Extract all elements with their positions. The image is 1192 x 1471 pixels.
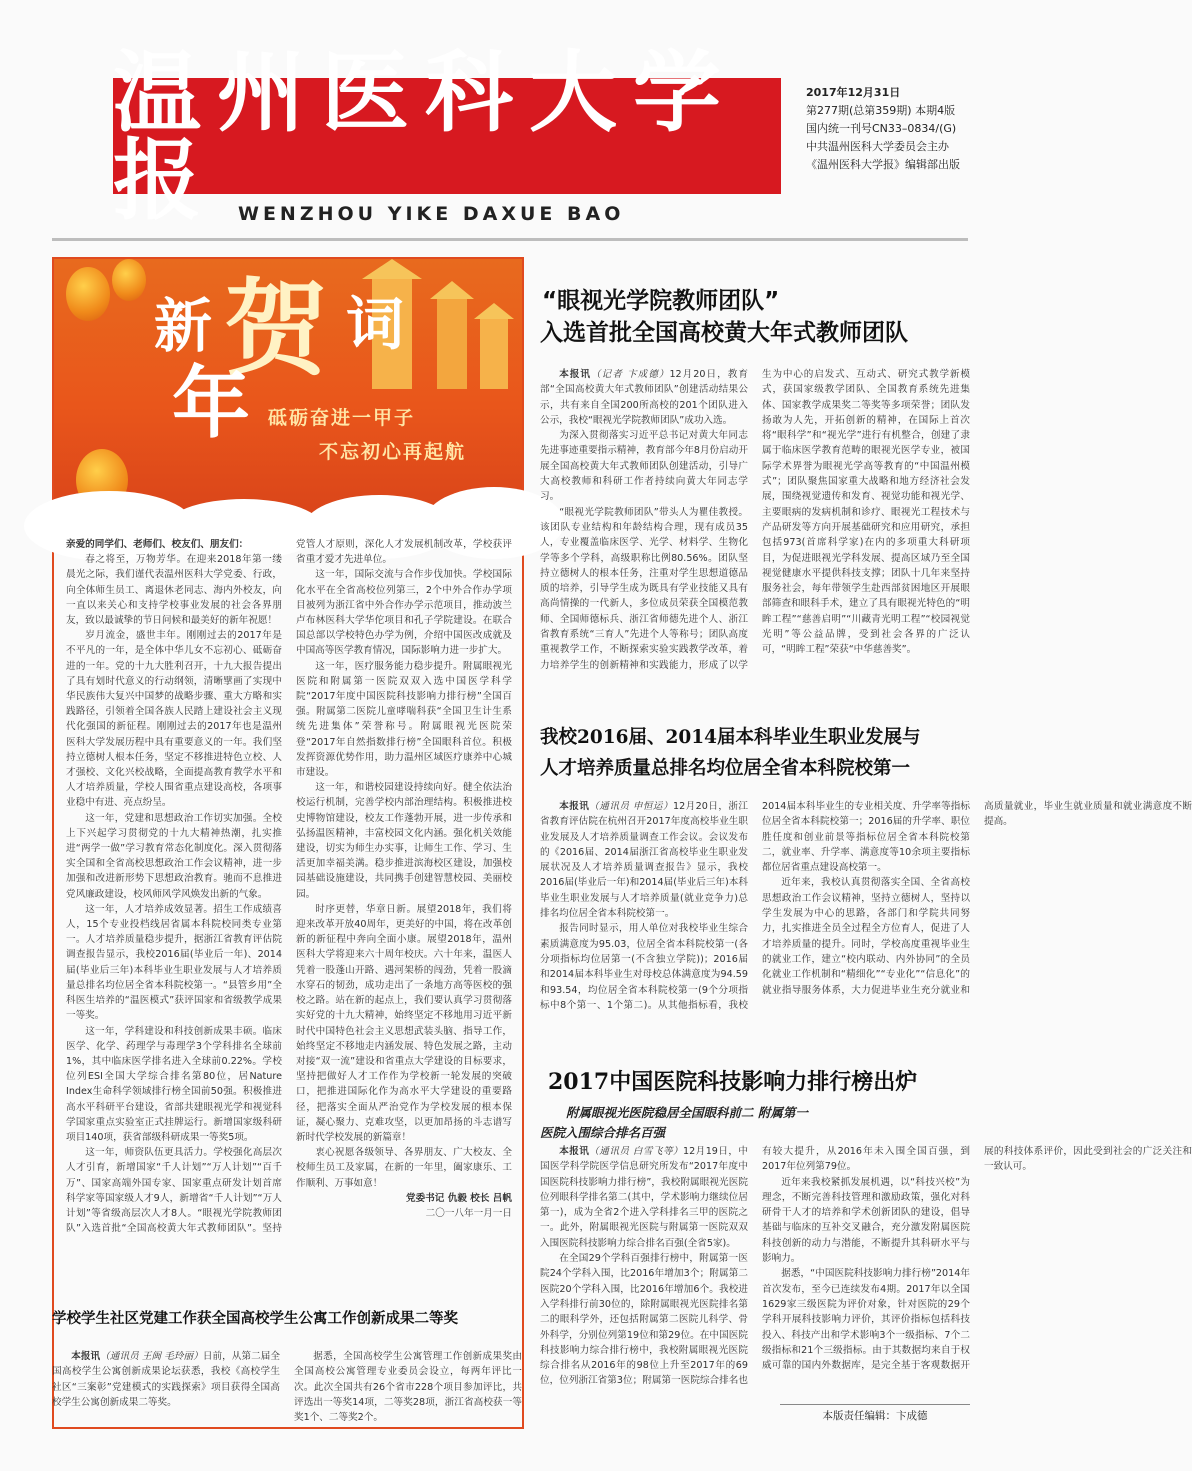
issue-publisher: 中共温州医科大学委员会主办 — [806, 140, 949, 153]
banner-char-ci: 词 — [346, 290, 405, 358]
issue-number: 第277期(总第359期) 本期4版 — [806, 104, 956, 117]
greeting-paragraph: 这一年，医疗服务能力稳步提升。附属眼视光医院和附属第一医院双双入选中国医学科学院“2017年度中国医院科技影响力排行榜”全国百强。附属第二医院儿童哮喘科获“全国卫生计生系统先进集体”荣誉称号。附属眼视光医院荣登“2017年自然指数排行榜”全国眼科首位。积极发挥资源优势作用，助力温州区域医疗康养中心城市建设。 — [296, 660, 512, 779]
article1-paragraph: 12月20日，教育部“全国高校黄大年式教师团队”创建活动结果公示，共有来自全国200所高校的201个团队进入公示，我校“眼视光学院教师团队”成功入选。 — [540, 369, 748, 426]
article2-title-line2: 人才培养质量总排名均位居全省本科院校第一 — [540, 758, 911, 779]
banner-slogan-1: 砥砺奋进一甲子 — [268, 407, 416, 429]
article2-byline: 本报讯 — [559, 801, 590, 812]
article4-headline: 学校学生社区党建工作获全国高校学生公寓工作创新成果二等奖 — [52, 1310, 458, 1327]
article4-paragraph: 日前，从第二届全国高校学生公寓创新成果论坛获悉，我校《高校学生社区“三案彰”党建模式的实践探索》项目获得全国高校学生公寓创新成果二等奖。 — [52, 1351, 281, 1408]
article1-title-line2: 入选首批全国高校黄大年式教师团队 — [540, 320, 908, 346]
banner-char-he: 贺 — [224, 267, 329, 390]
greeting-paragraph: 这一年，学科建设和科技创新成果丰硕。临床医学、化学、药理学与毒理学3个学科排名全球前1%，其中临床医学排名进入全球前0.22%。学校位列ESI全国大学综合排名第80位，居Nature Index生命科学领域排行榜全国前50强。积极推进高水平科研平台建设，省部共建眼视光学和视觉科学国家重点实验室正式挂牌运行。新增国家级科研项目140项，获省部级科研成果一等奖5项。 — [66, 1025, 282, 1143]
lantern-icon — [112, 259, 146, 301]
greeting-paragraph: 这一年，师资队伍更具活力。学校强化高层次人才引育，新增国家“千人计划”“万人计划”“百千万”、国家高端外国专家、国家重点研发计划首席科学家等国家级人才9人，新增省“千人计划”“万人计划”等省级高层次人才8人。“眼视光学院教师团队”入选首批“全国高校黄大年式教师团队”。坚持党管人才原则，深化人才发展机制改革，学校获评省重才爱才先进单位。 — [66, 539, 512, 1235]
article1-title-line1: “眼视光学院教师团队” — [542, 288, 780, 314]
article3-subtitle — [540, 1103, 970, 1143]
article3-headline: 2017中国医院科技影响力排行榜出炉 — [548, 1069, 918, 1095]
article1-paragraph: “眼视光学院教师团队”带头人为瞿佳教授。该团队专业结构和年龄结构合理，现有成员35人，专业覆盖临床医学、光学、材料学、生物化学等多个学科，高级职称比例80.56%。团队坚持立德树人的根本任务，注重对学生思想道德品质的培养，引导学生成为既具有学业技能又具有高尚情操的一代新人，多位成员荣获全国模范教师、全国师德标兵、浙江省师德先进个人、浙江省教育系统“三育人”先进个人等称号；团队高度重视教学工作，不断探索实验实践教学改革，着力培养学生的创新精神和实践能力，形成了以学生为中心的启发式、互动式、研究式教学新模式，获国家级教学团队、全国教育系统先进集体、国家教学成果奖二等奖等多项荣誉；团队发扬敢为人先，开拓创新的精神，在国际上首次将“眼科学”和“视光学”进行有机整合，创建了隶属于临床医学教育范畴的眼视光医学专业，被国际学术界誉为眼视光学高等教育的“中国温州模式”；团队聚焦国家重大战略和地方经济社会发展，围绕视觉遗传和发育、视觉功能和视光学、主要眼病的发病机制和诊疗、眼视光工程技术与产品研发等方向开展基础研究和应用研究，承担包括973(首席科学家)在内的多项重大科研项目，为促进眼视光学科发展、提高区域乃至全国视觉健康水平提供科技支撑；团队十几年来坚持服务社会，每年带领学生赴西部贫困地区开展眼部筛查和眼科手术，建立了具有眼视光特色的“明眸工程”“慈善启明”“川藏青光明工程”“校园视觉光明”等公益品牌，受到社会各界的广泛认可，“明眸工程”荣获“中华慈善奖”。 — [540, 369, 970, 671]
article3-paragraph: 近年来我校紧抓发展机遇，以“科技兴校”为理念，不断完善科技管理和激励政策，强化对科研骨干人才的培养和学术创新团队的建设，倡导基础与临床的互补交叉融合，充分激发附属医院科技创新的动力与潜能，不断提升其科研水平与影响力。 — [762, 1176, 970, 1265]
article3-paragraph: 据悉，“中国医院科技影响力排行榜”2014年首次发布，至今已连续发布4期。2017年以全国1629家三级医院为评价对象，针对医院的29个学科开展科技影响力评价，其评价指标包括科技投入、科技产出和学术影响3个一级指标、7个二级指标和21个三级指标。由于其数据均来自于权威可靠的国内外数据库，是完全基于客观数据开展的科技体系评价，因此受到社会的广泛关注和一致认可。 — [762, 1146, 1192, 1372]
greeting-paragraph: 这一年，和谐校园建设持续向好。健全依法治校运行机制，完善学校内部治理结构。积极推进校史博物馆建设，校友工作蓬勃开展，进一步传承和弘扬温医精神，丰富校园文化内涵。强化机关效能建设，切实为师生办实事，让师生工作、学习、生活更加幸福美满。稳步推进滨海校区建设，加强校园基础设施建设，共同携手创建智慧校园、美丽校园。 — [296, 782, 512, 900]
issue-cn: 国内统一刊号CN33–0834/(G) — [806, 122, 957, 135]
article2-headline — [540, 722, 970, 784]
greeting-date: 二〇一八年一月一日 — [425, 1207, 512, 1219]
article3-paragraph: 在全国29个学科百强排行榜中，附属第一医院24个学科入围，比2016年增加3个；附属第二医院20个学科入围，比2016年增加6个。我校进入学科排行前30位的，除附属眼视光医院排名第二的眼科学外，还包括附属第二医院儿科学、骨外科学，分别位列第19位和第29位。在中国医院科技影响力综合排行榜中，我校附属眼视光医院综合排名从2016年的98位上升至2017年的69位，位列浙江省第3位；附属第一医院综合排名也有较大提升，从2016年未入围全国百强，到2017年位列第79位。 — [540, 1146, 970, 1387]
greeting-paragraph: 岁月流金，盛世丰年。刚刚过去的2017年是不平凡的一年，是全体中华儿女不忘初心、砥砺奋进的一年。党的十九大胜利召开，十九大报告提出了具有划时代意义的行动纲领，清晰擘画了实现中华民族伟大复兴中国梦的战略步骤、重大方略和实践路径，引领着全国各族人民踏上建设社会主义现代化强国的新征程。刚刚过去的2017年也是温州医科大学发展历程中具有重要意义的一年。我们坚持立德树人根本任务，坚定不移推进特色立校、人才强校、文化兴校战略，全面提高教育教学水平和人才培养质量，学校人围省重点建设高校，各项事业稳中有进、亮点纷呈。 — [66, 630, 282, 809]
masthead-pinyin: WENZHOU YIKE DAXUE BAO — [238, 203, 625, 225]
greeting-paragraph: 这一年，国际交流与合作步伐加快。学校国际化水平在全省高校位列第三，2个中外合作办学项目被列为浙江省中外合作办学示范项目，推动波兰卢布林医科大学华佗项目和孔子学院建设。在联合国总部以学校特色办学为例，介绍中国医改成就及中国高等医学教育情况，国际影响力进一步扩大。 — [296, 569, 512, 657]
masthead-title: 温州医科大学报 — [113, 78, 781, 194]
article4-paragraph: 据悉，全国高校学生公寓管理工作创新成果奖由全国高校公寓管理专业委员会设立，每两年评比一次。此次全国共有26个省市228个项目参加评比，共评选出一等奖14项，二等奖28项，浙江省高校获一等奖1个、二等奖2个。 — [294, 1351, 522, 1424]
article2-paragraph: 报告同时显示，用人单位对我校毕业生综合素质满意度为95.03，位居全省本科院校第一(各分项指标均位居第一(不含独立学院))；2016届和2014届本科毕业生对母校总体满意度为94.59和93.54，均位居全省本科院校第一(9个分项指标中8个第一、1个第二)。从其他指标看，我校2014届本科毕业生的专业相关度、升学率等指标位居全省本科院校第一；2016届的升学率、职位胜任度和创业前景等指标位居全省本科院校第二，就业率、升学率、满意度等10余项主要指标都位居省重点建设高校第一。 — [540, 801, 970, 1011]
article4-body — [52, 1349, 522, 1429]
issue-info — [806, 84, 1011, 174]
banner-slogan-2: 不忘初心再起航 — [319, 441, 467, 463]
article2-reporter: （通讯员 申恒运） — [589, 801, 673, 812]
article3-paragraph: 12月19日，中国医学科学院医学信息研究所发布“2017年度中国医院科技影响力排行榜”，我校附属眼视光医院位列眼科学排名第二(其中，学术影响力继续位居第一)，成为全省2个进入学科排名三甲的医院之一。此外，附属眼视光医院与附属第一医院双双入围医院科技影响力综合排名百强(全省5家)。 — [540, 1146, 748, 1249]
article2-body — [540, 799, 1192, 1025]
greeting-signature: 党委书记 仇毅 校长 吕帆 — [406, 1192, 512, 1204]
article2-title-line1: 我校2016届、2014届本科毕业生职业发展与 — [540, 727, 921, 748]
article3-reporter: （通讯员 白雪飞等） — [589, 1146, 684, 1157]
banner-char-xin: 新 — [154, 292, 213, 360]
header-divider — [52, 238, 968, 241]
issue-editor-dept: 《温州医科大学报》编辑部出版 — [806, 158, 960, 171]
greeting-paragraph: 衷心祝愿各级领导、各界朋友、广大校友、全校师生员工及家属，在新的一年里，阖家康乐、工作顺利、万事如意！ — [296, 1147, 512, 1189]
page-editor: 本版责任编辑：卞成德 — [780, 1404, 970, 1423]
issue-date: 2017年12月31日 — [806, 86, 901, 99]
article2-paragraph: 近年来，我校认真贯彻落实全国、全省高校思想政治工作会议精神，坚持立德树人，坚持以学生发展为中心的思路，各部门和学院共同努力，扎实推进全员全过程全方位育人，促进了人才培养质量的提升。同时，学校高度重视毕业生的就业工作，建立“校内联动、内外协同”的全员化就业工作机制和“精细化”“专业化”“信息化”的就业指导服务体系，大力促进毕业生充分就业和高质量就业，毕业生就业质量和就业满意度不断提高。 — [762, 801, 1192, 996]
article1-headline — [540, 285, 970, 349]
article3-subtitle-line1: 附属眼视光医院稳居全国眼科前二 附属第一 — [566, 1105, 808, 1120]
article3-byline: 本报讯 — [559, 1146, 590, 1157]
new-year-greeting-text — [66, 537, 512, 1377]
article1-byline: 本报讯 — [559, 369, 592, 380]
article3-subtitle-line2: 医院入围综合排名百强 — [540, 1125, 666, 1140]
greeting-paragraph: 这一年，党建和思想政治工作切实加强。全校上下兴起学习贯彻党的十九大精神热潮，扎实推进“两学一做”学习教育常态化制度化。深入贯彻落实全国和全省高校思想政治工作会议精神，进一步加强和改进新形势下思想政治教育。驰而不息推进党风廉政建设，校风师风学风焕发出新的气象。 — [66, 812, 282, 900]
banner-char-nian: 年 — [172, 358, 251, 449]
greeting-paragraph: 时序更替，华章日新。展望2018年，我们将迎来改革开放40周年，更美好的中国，将在改革创新的新征程中奔向全面小康。展望2018年，温州医科大学将迎来六十周年校庆。六十年来，温医人凭着一股蓬山开路、遇河架桥的闯劲，凭着一股滴水穿石的韧劲，成功走出了一条地方高等医校的强校之路。站在新的起点上，我们要认真学习贯彻落实好党的十九大精神，始终坚定不移地用习近平新时代中国特色社会主义思想武装头脑、指导工作，始终坚定不移地走内涵发展、特色发展之路，主动对接“双一流”建设和省重点大学建设的目标要求，坚持把做好人才工作作为学校新一轮发展的突破口，把推进国际化作为高水平大学建设的重要路径，把落实全面从严治党作为学校发展的根本保证，凝心聚力、克难攻坚，以更加昂扬的斗志谱写新时代学校发展的新篇章！ — [296, 903, 512, 1143]
article1-paragraph: 为深入贯彻落实习近平总书记对黄大年同志先进事迹重要指示精神，教育部今年8月份启动开展全国高校黄大年式教师团队创建活动，引导广大高校教师和科研工作者持续向黄大年同志学习。 — [540, 430, 748, 503]
greeting-paragraph: 这一年，人才培养成效显著。招生工作成绩喜人，15个专业投档线居省属本科院校同类专业第一。人才培养质量稳步提升，据浙江省教育评估院调查报告显示，我校2016届(毕业后一年)、2014届(毕业后三年)本科毕业生职业发展与人才培养质量总排名均位居全省本科院校第一。“县管乡用”全科医生培养的“温医模式”获评国家和省级教学成果一等奖。 — [66, 903, 282, 1022]
greeting-paragraph: 春之将至，万物芳华。在迎来2018年第一缕晨光之际，我们谨代表温州医科大学党委、行政，向全体师生员工、离退休老同志、海内外校友，向一直以来关心和支持学校事业发展的社会各界朋友，致以最诚挚的节日问候和最美好的新年祝愿！ — [66, 554, 282, 627]
article4-reporter: （通讯员 王闽 毛玲丽） — [100, 1351, 203, 1362]
article4-byline: 本报讯 — [71, 1351, 101, 1362]
greeting-salute: 亲爱的同学们、老师们、校友们、朋友们： — [66, 539, 249, 550]
article2-paragraph: 12月20日，浙江省教育评估院在杭州召开2017年度高校毕业生职业发展及人才培养质量调查工作会议。会议发布的《2016届、2014届浙江省高校毕业生职业发展状况及人才培养质量调查报告》显示，我校2016届(毕业后一年)和2014届(毕业后三年)本科毕业生职业发展与人才培养质量(就业竞争力)总排名均位居全省本科院校第一。 — [540, 801, 748, 920]
article1-reporter: （记者 卞成德） — [591, 369, 670, 380]
new-year-banner — [54, 259, 522, 527]
article3-body — [540, 1144, 1192, 1400]
lantern-icon — [66, 267, 110, 321]
article1-body — [540, 367, 970, 673]
